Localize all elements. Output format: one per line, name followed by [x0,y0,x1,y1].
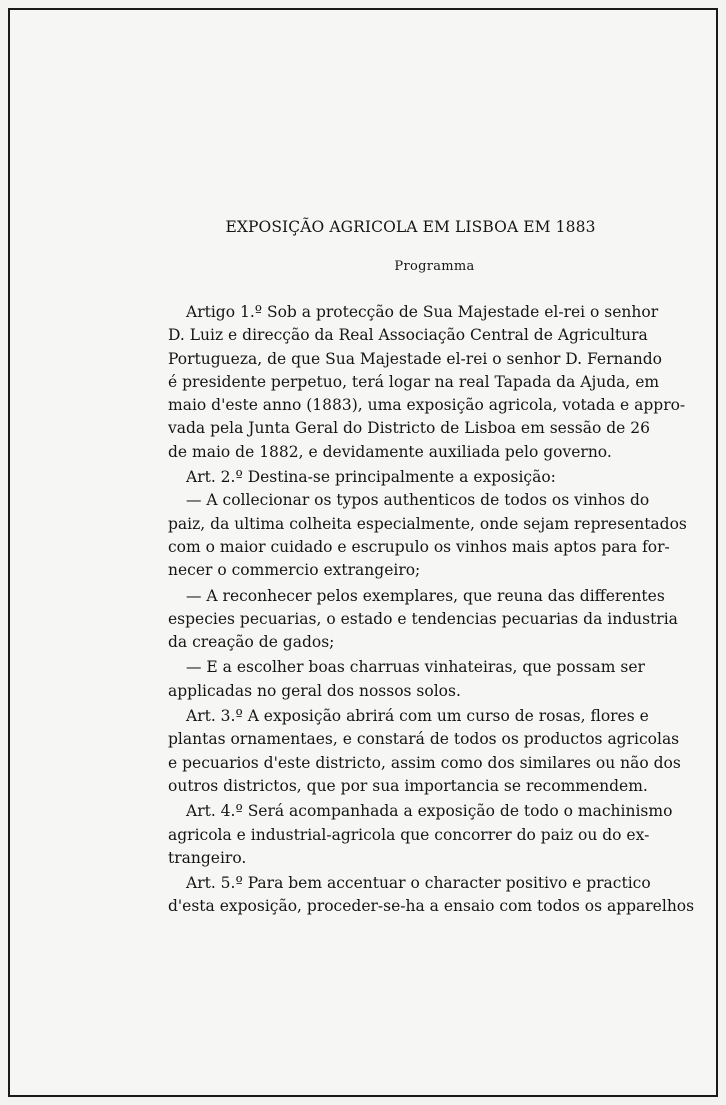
document-page [8,8,718,1097]
text-line: applicadas no geral dos nossos solos. [168,681,461,700]
text-line: maio d'este anno (1883), uma exposição agricola, votada e appro- [168,396,686,415]
text-line: e pecuarios d'este districto, assim como dos similares ou não dos [168,753,681,772]
text-line: com o maior cuidado e escrupulo os vinhos mais aptos para for- [168,537,670,556]
text-line: outros districtos, que por sua importancia se recommendem. [168,776,648,795]
document-subtitle: Programma [394,259,475,274]
text-line: Art. 4.º Será acompanhada a exposição de todo o machinismo [186,802,673,821]
text-line: necer o commercio extrangeiro; [168,561,421,580]
text-line: D. Luiz e direcção da Real Associação Central de Agricultura [168,326,648,345]
text-line: — E a escolher boas charruas vinhateiras, que possam ser [186,658,645,677]
text-line: de maio de 1882, e devidamente auxiliada pelo governo. [168,442,612,461]
text-line: agricola e industrial-agricola que concorrer do paiz ou do ex- [168,825,650,844]
text-line: paiz, da ultima colheita especialmente, onde sejam representados [168,514,687,533]
text-line: especies pecuarias, o estado e tendencias pecuarias da industria [168,609,678,628]
text-line: Artigo 1.º Sob a protecção de Sua Majestade el-rei o senhor [186,303,659,321]
text-line: plantas ornamentaes, e constará de todos os productos agricolas [168,730,680,749]
text-line: Art. 3.º A exposição abrirá com um curso de rosas, flores e [186,707,649,726]
text-line: trangeiro. [168,848,247,867]
text-line: — A reconhecer pelos exemplares, que reuna das differentes [186,586,665,605]
text-line: — A collecionar os typos authenticos de todos os vinhos do [186,491,650,510]
text-line: da creação de gados; [168,633,335,652]
text-line: Art. 2.º Destina-se principalmente a exposição: [186,468,556,487]
text-block [168,216,695,919]
text-line: Portugueza, de que Sua Majestade el-rei o senhor D. Fernando [168,349,662,368]
text-line: vada pela Junta Geral do Districto de Lisboa em sessão de 26 [168,419,650,438]
document-body [168,301,695,919]
text-line: é presidente perpetuo, terá logar na real Tapada da Ajuda, em [168,372,660,391]
document-title: EXPOSIÇÃO AGRICOLA EM LISBOA EM 1883 [225,218,596,236]
text-line: d'esta exposição, proceder-se-ha a ensaio com todos os apparelhos [168,897,695,916]
text-line: Art. 5.º Para bem accentuar o character positivo e practico [186,874,651,893]
